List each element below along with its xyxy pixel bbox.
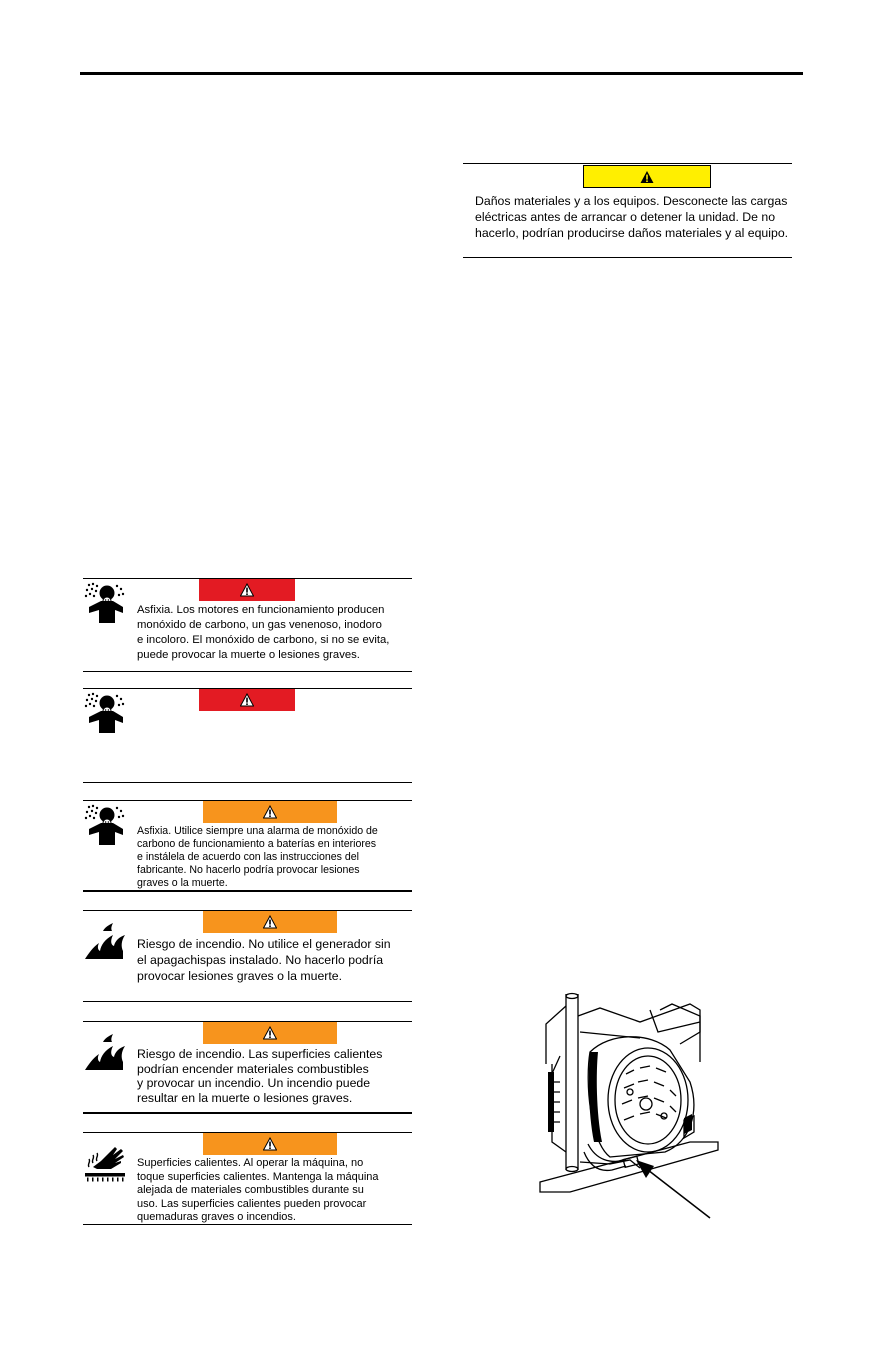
danger-banner bbox=[199, 579, 295, 601]
hazard-text bbox=[137, 603, 389, 663]
warning-banner bbox=[203, 801, 337, 823]
text-line: Asfixia. Los motores en funcionamiento producen bbox=[137, 604, 385, 616]
text-line: Asfixia. Utilice siempre una alarma de monóxido de bbox=[137, 825, 378, 837]
warning-triangle-icon bbox=[263, 805, 277, 819]
warning-notice-hot-surfaces-fire bbox=[83, 1021, 412, 1114]
text-line: Superficies calientes. Al operar la máquina, no bbox=[137, 1157, 364, 1169]
danger-notice-asphyxia bbox=[83, 578, 412, 672]
text-line: Riesgo de incendio. Las superficies calientes bbox=[137, 1047, 383, 1061]
text-line: provocar lesiones graves o la muerte. bbox=[137, 969, 343, 983]
text-line: e instálela de acuerdo con las instrucciones del bbox=[137, 851, 360, 863]
text-line: alejada de materiales combustibles durante su bbox=[137, 1184, 364, 1196]
warning-banner bbox=[203, 911, 337, 933]
warning-notice-spark-arrestor bbox=[83, 910, 412, 1002]
text-line: hacerlo, podrían producirse daños materiales y al equipo. bbox=[475, 226, 789, 240]
fire-icon bbox=[83, 1028, 127, 1072]
text-line: Daños materiales y a los equipos. Desconecte las cargas bbox=[475, 194, 788, 208]
danger-notice-empty bbox=[83, 688, 412, 783]
text-line: resultar en la muerte o lesiones graves. bbox=[137, 1090, 353, 1105]
hot-surface-icon bbox=[83, 1139, 127, 1183]
text-line: el apagachispas instalado. No hacerlo podría bbox=[137, 953, 384, 967]
asphyxia-icon bbox=[83, 803, 127, 847]
text-line: uso. Las superficies calientes pueden provocar bbox=[137, 1197, 367, 1210]
text-line: e incoloro. El monóxido de carbono, si no se evita, bbox=[137, 634, 390, 646]
warning-triangle-icon bbox=[263, 1137, 277, 1151]
hazard-text bbox=[137, 1157, 379, 1225]
asphyxia-icon bbox=[83, 581, 127, 625]
text-line: monóxido de carbono, un gas venenoso, inodoro bbox=[137, 619, 382, 631]
warning-notice-co-alarm bbox=[83, 800, 412, 892]
caution-notice bbox=[463, 163, 792, 258]
warning-triangle-icon bbox=[263, 1026, 277, 1040]
generator-illustration bbox=[530, 992, 730, 1224]
danger-banner bbox=[199, 689, 295, 711]
warning-banner bbox=[203, 1133, 337, 1155]
text-line: Riesgo de incendio. No utilice el generador sin bbox=[137, 937, 391, 951]
text-line: graves o la muerte. bbox=[137, 877, 228, 889]
warning-notice-hot-surfaces bbox=[83, 1132, 412, 1225]
warning-banner bbox=[203, 1022, 337, 1044]
warning-triangle-icon bbox=[240, 693, 254, 707]
warning-triangle-icon bbox=[240, 583, 254, 597]
hazard-text bbox=[137, 936, 391, 984]
text-line: y provocar un incendio. Un incendio puede bbox=[137, 1076, 371, 1090]
fire-icon bbox=[83, 917, 127, 961]
hazard-text bbox=[137, 1047, 382, 1105]
warning-triangle-icon bbox=[640, 170, 654, 184]
hazard-text bbox=[137, 825, 378, 890]
header-rule bbox=[80, 72, 803, 75]
text-line: quemaduras graves o incendios. bbox=[137, 1211, 296, 1223]
text-line: toque superficies calientes. Mantenga la máquina bbox=[137, 1170, 379, 1183]
caution-text bbox=[475, 193, 788, 241]
warning-triangle-icon bbox=[263, 915, 277, 929]
text-line: podrían encender materiales combustibles bbox=[137, 1061, 369, 1076]
text-line: fabricante. No hacerlo podría provocar lesiones bbox=[137, 864, 360, 876]
text-line: eléctricas antes de arrancar o detener la unidad. De no bbox=[475, 210, 776, 224]
text-line: puede provocar la muerte o lesiones graves. bbox=[137, 649, 360, 661]
caution-banner bbox=[583, 165, 711, 188]
text-line: carbono de funcionamiento a baterías en interiores bbox=[137, 838, 377, 850]
asphyxia-icon bbox=[83, 691, 127, 735]
